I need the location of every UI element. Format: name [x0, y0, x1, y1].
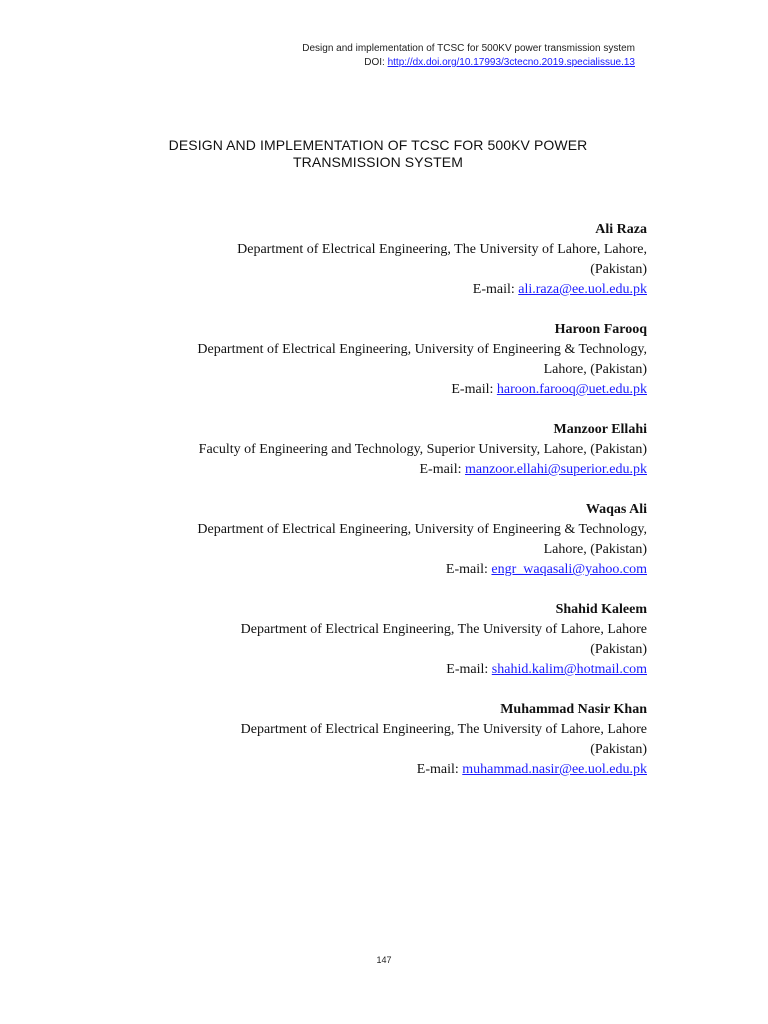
author-email-link[interactable]: muhammad.nasir@ee.uol.edu.pk: [462, 762, 647, 777]
author-block: [87, 320, 647, 400]
author-block: [87, 500, 647, 580]
author-email-line: [87, 280, 647, 300]
author-email-line: [87, 460, 647, 480]
author-block: [87, 700, 647, 780]
paper-title-line-2: TRANSMISSION SYSTEM: [293, 154, 463, 170]
paper-title: [120, 137, 636, 171]
author-email-line: [87, 760, 647, 780]
running-head: [135, 42, 635, 70]
email-label: E-mail:: [451, 382, 497, 397]
doi-label: DOI:: [364, 57, 388, 68]
author-name: Manzoor Ellahi: [553, 422, 647, 437]
running-head-title: Design and implementation of TCSC for 500KV power transmission system: [302, 43, 635, 54]
author-name: Shahid Kaleem: [555, 602, 647, 617]
author-name: Muhammad Nasir Khan: [500, 702, 647, 717]
email-label: E-mail:: [416, 762, 463, 777]
author-block: [87, 600, 647, 680]
author-affiliation: Lahore, (Pakistan): [543, 362, 647, 377]
author-affiliation: Lahore, (Pakistan): [543, 542, 647, 557]
author-affiliation: (Pakistan): [590, 262, 647, 277]
email-label: E-mail:: [445, 562, 492, 577]
author-email-link[interactable]: engr_waqasali@yahoo.com: [491, 562, 647, 577]
paper-title-line-1: DESIGN AND IMPLEMENTATION OF TCSC FOR 500KV POWER: [168, 137, 588, 153]
author-email-line: [87, 560, 647, 580]
author-block: [87, 220, 647, 300]
page-number: 147: [376, 955, 392, 965]
author-name: Waqas Ali: [585, 502, 647, 517]
email-label: E-mail:: [472, 282, 519, 297]
doi-link[interactable]: http://dx.doi.org/10.17993/3ctecno.2019.specialissue.13: [387, 57, 635, 68]
author-affiliation: (Pakistan): [590, 742, 647, 757]
author-email-line: [87, 380, 647, 400]
author-name: Ali Raza: [595, 222, 647, 237]
author-email-link[interactable]: manzoor.ellahi@superior.edu.pk: [464, 462, 647, 477]
author-email-line: [87, 660, 647, 680]
author-email-link[interactable]: ali.raza@ee.uol.edu.pk: [518, 282, 647, 297]
author-affiliation: Department of Electrical Engineering, University of Engineering & Technology,: [197, 522, 647, 537]
author-email-link[interactable]: haroon.farooq@uet.edu.pk: [496, 382, 647, 397]
author-email-link[interactable]: shahid.kalim@hotmail.com: [491, 662, 647, 677]
author-affiliation: (Pakistan): [590, 642, 647, 657]
email-label: E-mail:: [419, 462, 465, 477]
running-head-doi: [135, 56, 635, 70]
author-affiliation: Department of Electrical Engineering, The University of Lahore, Lahore: [240, 722, 647, 737]
author-list: [87, 220, 647, 800]
author-affiliation: Department of Electrical Engineering, The University of Lahore, Lahore,: [237, 242, 647, 257]
email-label: E-mail:: [446, 662, 492, 677]
author-affiliation: Department of Electrical Engineering, The University of Lahore, Lahore: [240, 622, 647, 637]
author-name: Haroon Farooq: [554, 322, 647, 337]
author-affiliation: Department of Electrical Engineering, University of Engineering & Technology,: [197, 342, 647, 357]
author-block: [87, 420, 647, 480]
author-affiliation: Faculty of Engineering and Technology, Superior University, Lahore, (Pakistan): [198, 442, 647, 457]
